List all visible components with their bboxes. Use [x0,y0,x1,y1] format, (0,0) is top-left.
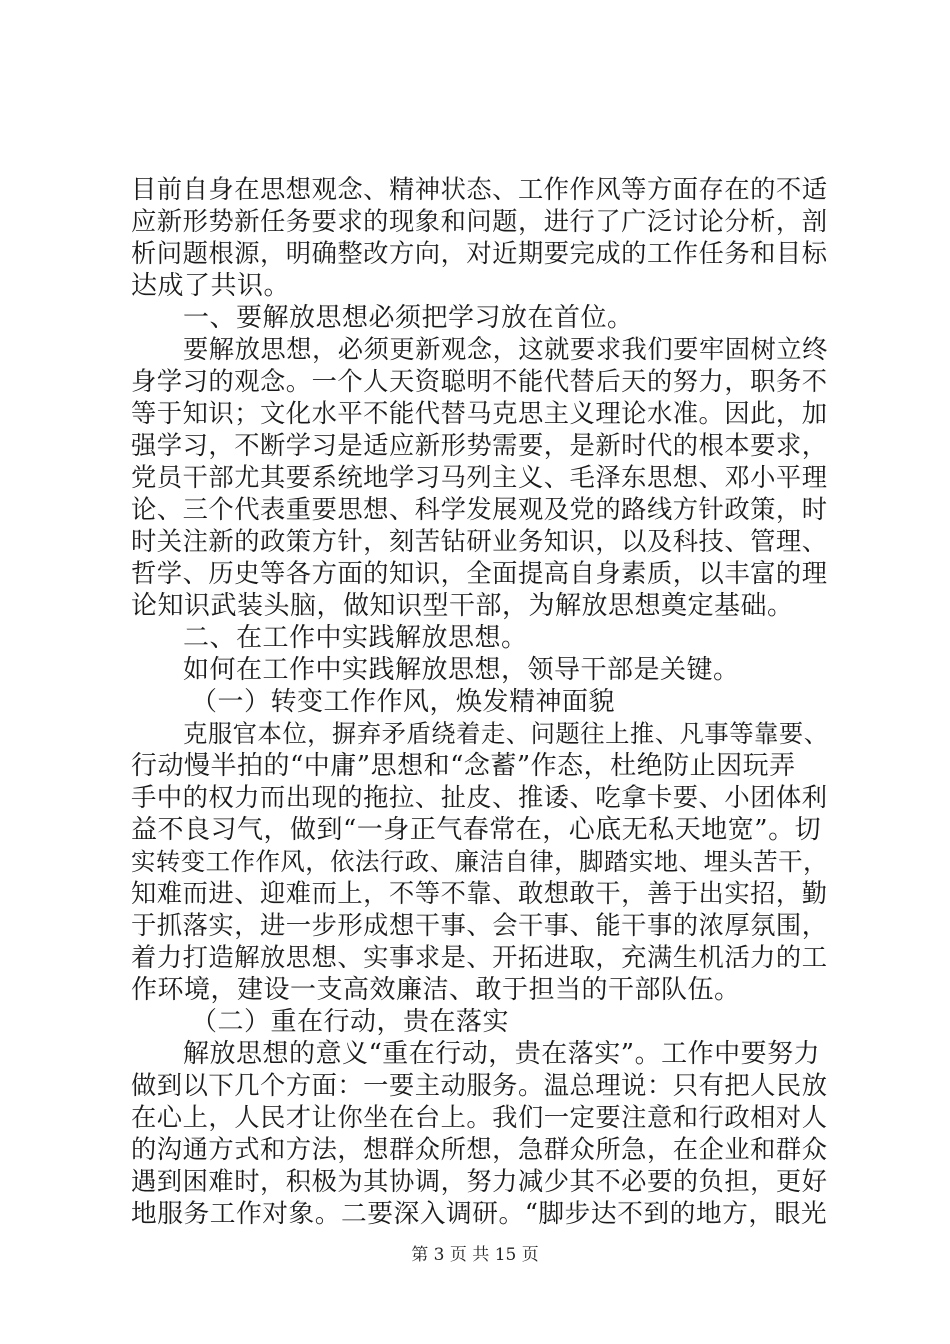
text-line: 强学习，不断学习是适应新形势需要，是新时代的根本要求， [131,431,828,460]
text-line: 手中的权力而出现的拖拉、扯皮、推诿、吃拿卡要、小团体利 [131,783,828,812]
text-line: 地服务工作对象。二要深入调研。“脚步达不到的地方，眼光 [131,1199,828,1229]
text-line: 实转变工作作风，依法行政、廉洁自律，脚踏实地、埋头苦干， [131,847,828,876]
page-number-label: 第 3 页 共 15 页 [411,1245,539,1265]
text-line: 在心上，人民才让你坐在台上。我们一定要注意和行政相对人 [131,1103,828,1132]
section-heading: 一、要解放思想必须把学习放在首位。 [183,303,634,333]
text-line: 应新形势新任务要求的现象和问题，进行了广泛讨论分析，剖 [131,207,828,236]
subsection-heading: （二）重在行动，贵在落实 [191,1007,510,1037]
text-line: 哲学、历史等各方面的知识，全面提高自身素质，以丰富的理 [131,559,828,588]
text-line: 遇到困难时，积极为其协调，努力减少其不必要的负担，更好 [131,1167,828,1196]
text-line: 于抓落实，进一步形成想干事、会干事、能干事的浓厚氛围， [131,911,828,940]
text-line: 目前自身在思想观念、精神状态、工作作风等方面存在的不适 [131,175,828,204]
text-line: 要解放思想，必须更新观念，这就要求我们要牢固树立终 [183,335,828,364]
text-line: 克服官本位，摒弃矛盾绕着走、问题往上推、凡事等靠要、 [183,719,829,748]
text-line: 如何在工作中实践解放思想，领导干部是关键。 [183,655,740,685]
text-line: 身学习的观念。一个人天资聪明不能代替后天的努力，职务不 [131,367,828,396]
text-line: 益不良习气，做到“一身正气春常在，心底无私天地宽”。切 [131,815,822,845]
text-line: 时关注新的政策方针，刻苦钻研业务知识，以及科技、管理、 [131,527,828,556]
text-line: 的沟通方式和方法，想群众所想，急群众所急，在企业和群众 [131,1135,828,1164]
text-line: 做到以下几个方面：一要主动服务。温总理说：只有把人民放 [131,1071,828,1100]
text-line: 着力打造解放思想、实事求是、开拓进取，充满生机活力的工 [131,943,828,972]
text-line: 等于知识；文化水平不能代替马克思主义理论水准。因此，加 [131,399,828,428]
text-line: 行动慢半拍的“中庸”思想和“念蓄”作态，杜绝防止因玩弄 [131,751,796,781]
text-line: 析问题根源，明确整改方向，对近期要完成的工作任务和目标 [131,239,828,268]
document-body [131,174,831,1230]
text-line: 达成了共识。 [131,271,291,301]
page-footer [0,1245,950,1265]
text-line: 解放思想的意义“重在行动，贵在落实”。工作中要努力 [183,1039,821,1069]
text-line: 作环境，建设一支高效廉洁、敢于担当的干部队伍。 [131,975,741,1005]
subsection-heading: （一）转变工作作风，焕发精神面貌 [191,687,616,717]
text-line: 党员干部尤其要系统地学习马列主义、毛泽东思想、邓小平理 [131,463,828,492]
text-line: 知难而进、迎难而上，不等不靠、敢想敢干，善于出实招，勤 [131,879,828,908]
text-line: 论知识武装头脑，做知识型干部，为解放思想奠定基础。 [131,591,794,621]
text-line: 论、三个代表重要思想、科学发展观及党的路线方针政策，时 [131,495,828,524]
section-heading: 二、在工作中实践解放思想。 [183,623,528,653]
